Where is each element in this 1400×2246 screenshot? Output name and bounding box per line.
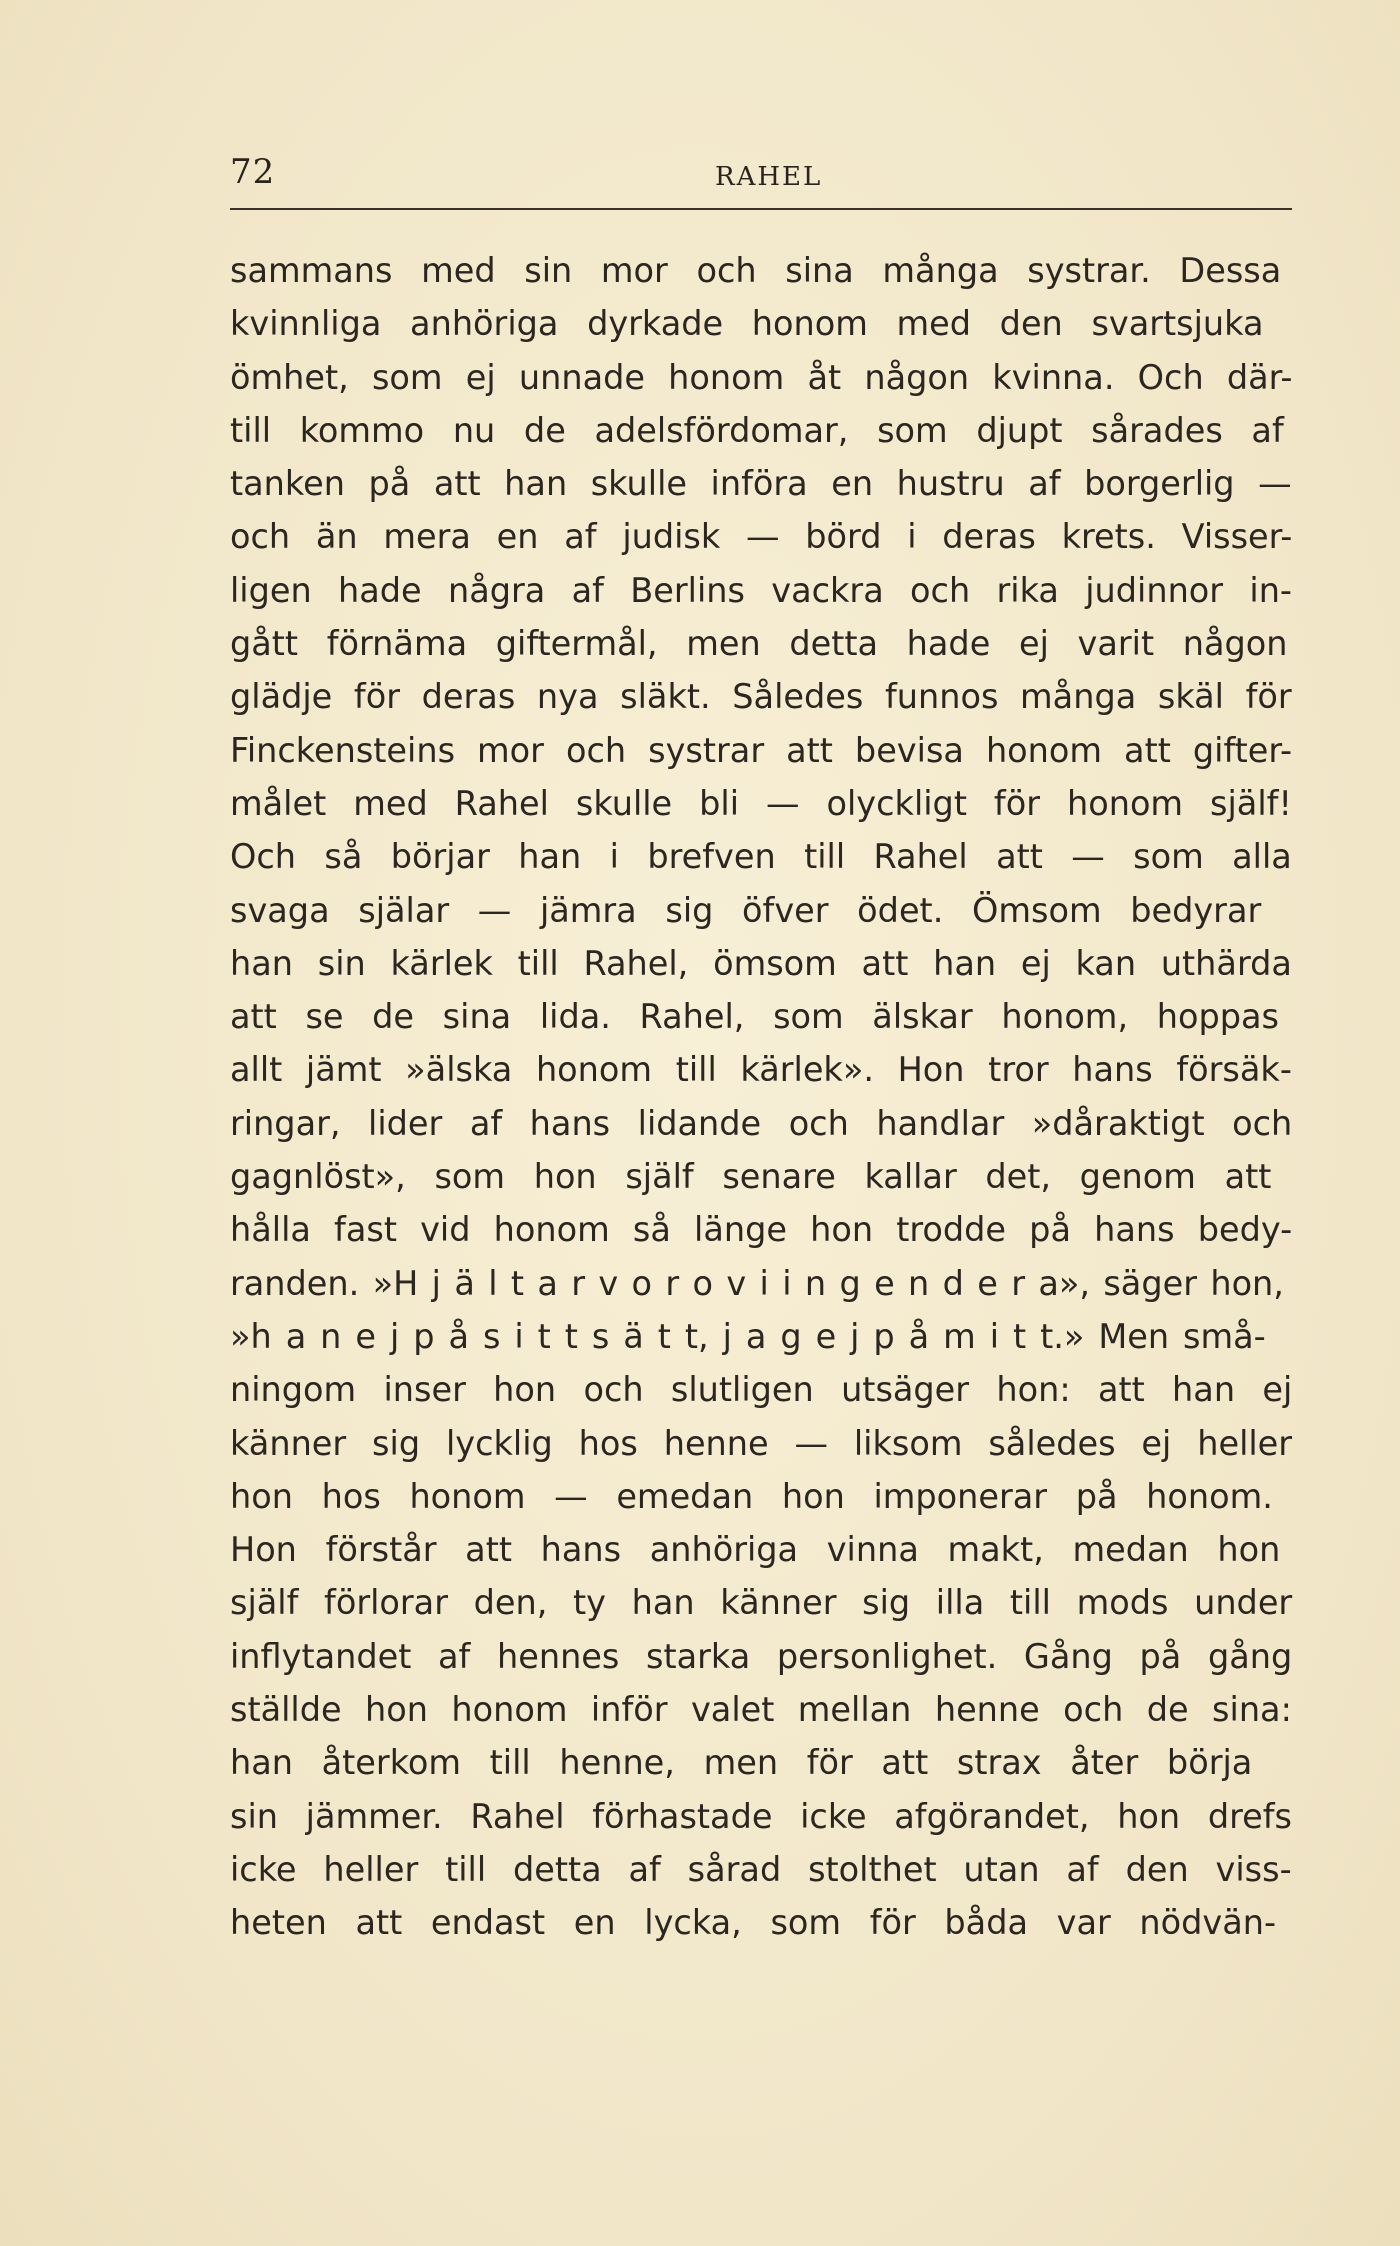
text-line: hon hos honom — emedan hon imponerar på honom. <box>230 1476 1273 1516</box>
page-number: 72 <box>230 152 276 192</box>
body-text <box>230 244 1305 1950</box>
text-line: ställde hon honom inför valet mellan henne och de sina: <box>230 1690 1292 1730</box>
text-line: till kommo nu de adelsfördomar, som djupt sårades af <box>230 410 1284 450</box>
text-line: han återkom till henne, men för att strax åter börja <box>230 1743 1253 1783</box>
text-line: inflytandet af hennes starka personlighet. Gång på gång <box>230 1636 1293 1676</box>
text-line: ligen hade några af Berlins vackra och rika judinnor in- <box>230 570 1293 610</box>
text-line: kvinnliga anhöriga dyrkade honom med den svartsjuka <box>230 304 1264 344</box>
text-line: sin jämmer. Rahel förhastade icke afgörandet, hon drefs <box>230 1796 1292 1836</box>
text-line: ömhet, som ej unnade honom åt någon kvinna. Och där- <box>230 357 1293 397</box>
text-line: hålla fast vid honom så länge hon trodde på hans bedy- <box>230 1210 1293 1250</box>
text-line: själf förlorar den, ty han känner sig illa till mods under <box>230 1583 1293 1623</box>
text-line: »h a n e j p å s i t t s ä t t, j a g e j p å m i t t.» Men små- <box>230 1316 1266 1356</box>
text-line: ningom inser hon och slutligen utsäger hon: att han ej <box>230 1370 1293 1410</box>
text-line: icke heller till detta af sårad stolthet utan af den viss- <box>230 1849 1292 1889</box>
page-header <box>230 152 1292 202</box>
text-line: tanken på att han skulle införa en hustru af borgerlig — <box>230 464 1292 504</box>
text-line: gagnlöst», som hon själf senare kallar det, genom att <box>230 1157 1272 1197</box>
running-title: RAHEL <box>715 162 823 192</box>
text-line: målet med Rahel skulle bli — olyckligt för honom själf! <box>230 783 1292 823</box>
text-line: känner sig lycklig hos henne — liksom således ej heller <box>230 1423 1293 1463</box>
text-line: han sin kärlek till Rahel, ömsom att han ej kan uthärda <box>230 943 1292 983</box>
text-line: sammans med sin mor och sina många systrar. Dessa <box>230 251 1282 290</box>
text-line: och än mera en af judisk — börd i deras krets. Visser- <box>230 517 1293 557</box>
text-line: randen. »H j ä l t a r v o r o v i i n g e n d e r a», säger hon, <box>230 1263 1284 1303</box>
text-line: gått förnäma giftermål, men detta hade ej varit någon <box>230 624 1288 664</box>
text-line: Hon förstår att hans anhöriga vinna makt, medan hon <box>230 1530 1281 1570</box>
text-line: svaga själar — jämra sig öfver ödet. Ömsom bedyrar <box>230 890 1262 930</box>
text-line: allt jämt »älska honom till kärlek». Hon tror hans försäk- <box>230 1050 1292 1090</box>
text-line: glädje för deras nya släkt. Således funnos många skäl för <box>230 677 1292 717</box>
text-line: ringar, lider af hans lidande och handlar »dåraktigt och <box>230 1103 1293 1143</box>
text-line: heten att endast en lycka, som för båda var nödvän- <box>230 1903 1277 1943</box>
text-line: Finckensteins mor och systrar att bevisa honom att gifter- <box>230 730 1293 770</box>
text-line: att se de sina lida. Rahel, som älskar honom, hoppas <box>230 997 1279 1037</box>
header-rule <box>230 208 1292 210</box>
text-line: Och så börjar han i brefven till Rahel att — som alla <box>230 837 1292 877</box>
